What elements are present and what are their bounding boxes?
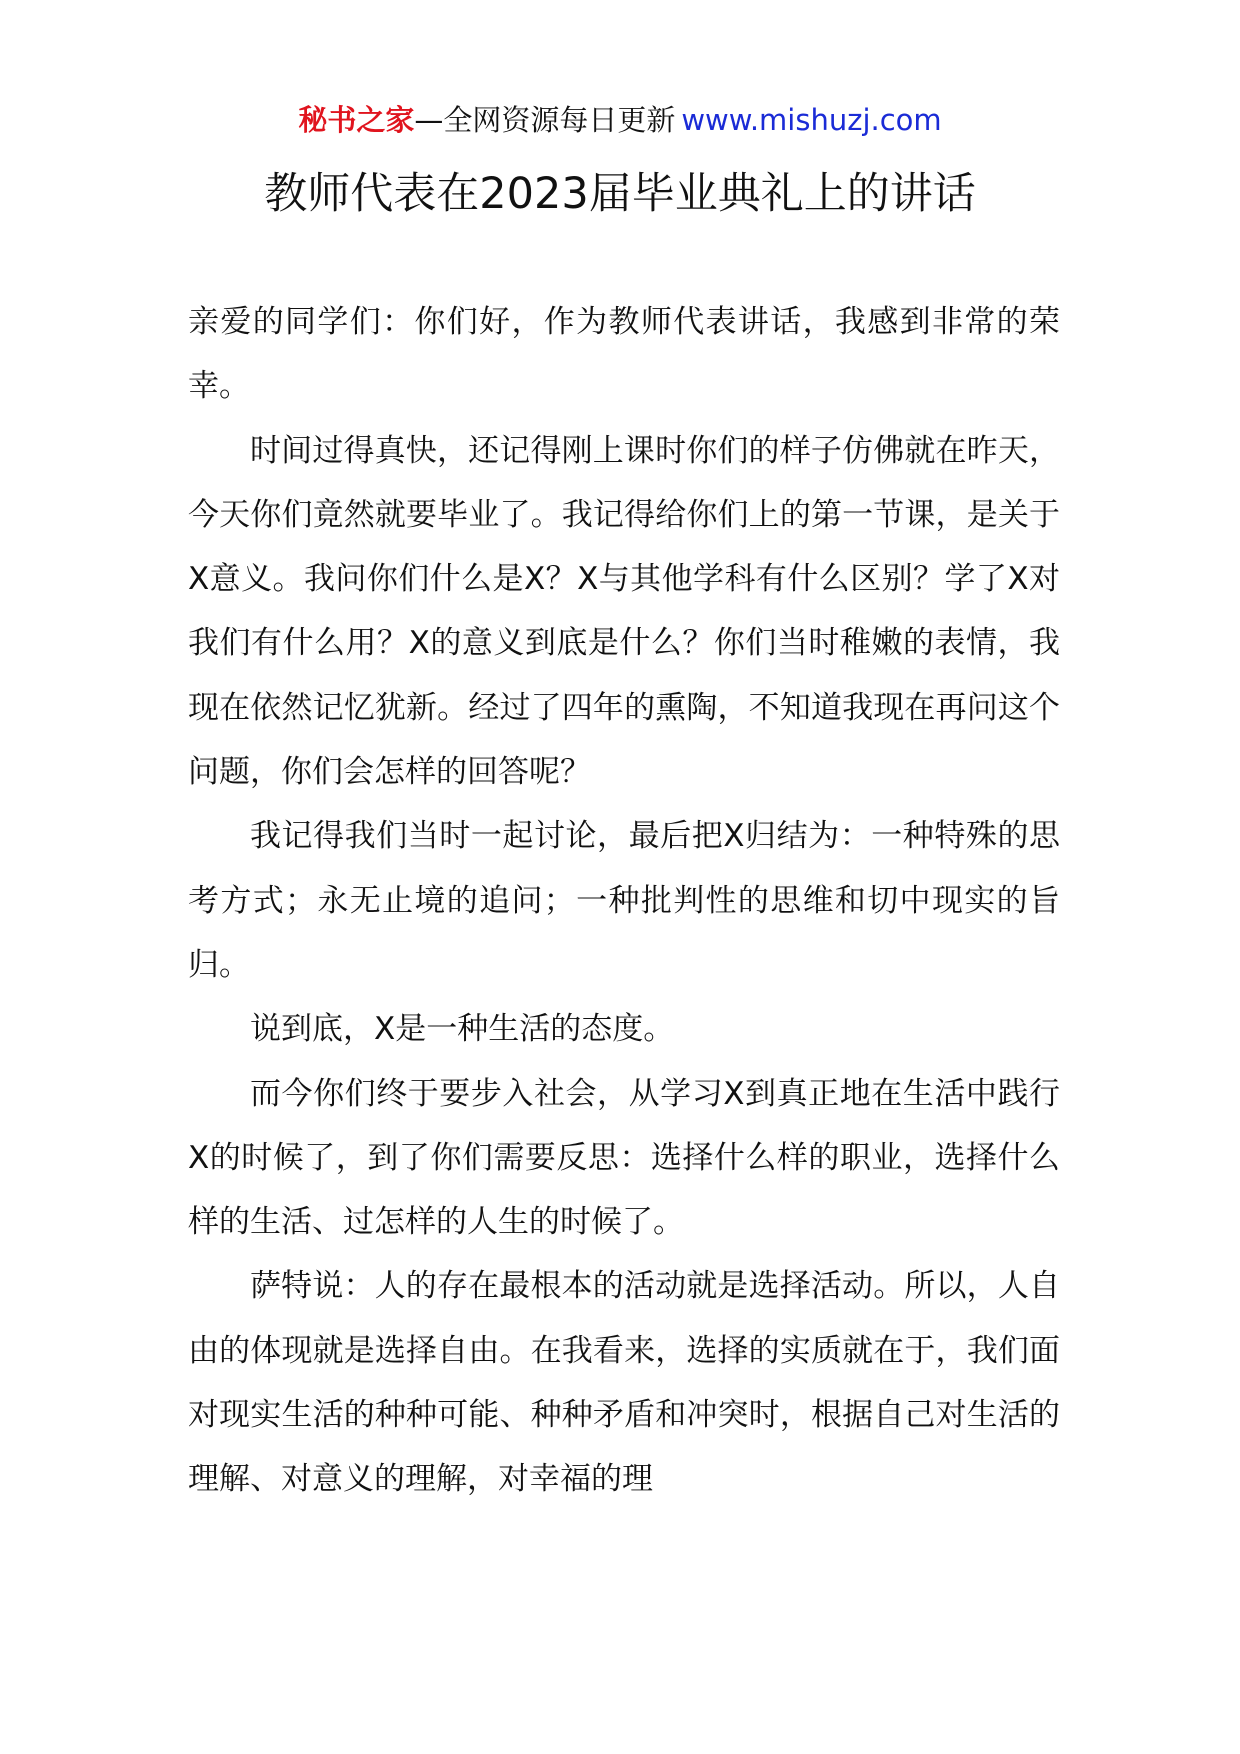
paragraph: 时间过得真快，还记得刚上课时你们的样子仿佛就在昨天，今天你们竟然就要毕业了。我记得给你们上的第一节课，是关于X意义。我问你们什么是X？X与其他学科有什么区别？学了X对我们有什么用？X的意义到底是什么？你们当时稚嫩的表情，我现在依然记忆犹新。经过了四年的熏陶，不知道我现在再问这个问题，你们会怎样的回答呢？	[188, 432, 1060, 791]
header-slogan: —全网资源每日更新	[414, 103, 676, 137]
site-url-link[interactable]: www.mishuzj.com	[681, 103, 942, 137]
site-header	[0, 100, 1240, 140]
brand-name: 秘书之家	[298, 103, 415, 137]
document-body	[188, 290, 1060, 1512]
paragraph-greeting: 亲爱的同学们：你们好，作为教师代表讲话，我感到非常的荣幸。	[188, 304, 1060, 405]
paragraph: 而今你们终于要步入社会，从学习X到真正地在生活中践行X的时候了，到了你们需要反思：选择什么样的职业，选择什么样的生活、过怎样的人生的时候了。	[188, 1075, 1060, 1241]
paragraph: 我记得我们当时一起讨论，最后把X归结为：一种特殊的思考方式；永无止境的追问；一种批判性的思维和切中现实的旨归。	[188, 818, 1060, 983]
paragraph: 说到底，X是一种生活的态度。	[250, 1011, 675, 1048]
paragraph: 萨特说：人的存在最根本的活动就是选择活动。所以，人自由的体现就是选择自由。在我看来，选择的实质就在于，我们面对现实生活的种种可能、种种矛盾和冲突时，根据自己对生活的理解、对意义的理解，对幸福的理	[188, 1268, 1060, 1498]
document-title: 教师代表在2023届毕业典礼上的讲话	[264, 169, 976, 219]
